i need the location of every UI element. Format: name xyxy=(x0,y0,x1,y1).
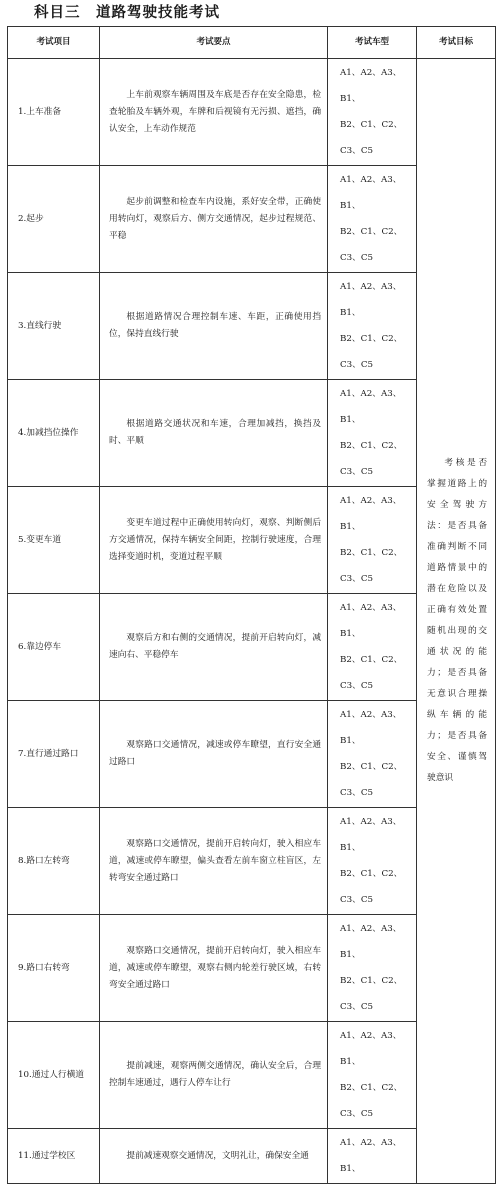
models-line-1: A1、A2、A3、B1、 xyxy=(340,389,402,425)
row-item: 4.加减挡位操作 xyxy=(8,380,100,487)
row-points: 观察后方和右侧的交通情况，提前开启转向灯，减速向右、平稳停车 xyxy=(100,594,328,701)
models-line-1: A1、A2、A3、B1、 xyxy=(340,924,402,960)
models-line-2: B2、C1、C2、C3、C5 xyxy=(340,120,403,156)
row-item: 5.变更车道 xyxy=(8,487,100,594)
row-item: 3.直线行驶 xyxy=(8,273,100,380)
row-item: 2.起步 xyxy=(8,166,100,273)
exam-table xyxy=(7,26,496,1184)
row-points: 根据道路交通状况和车速，合理加减挡，换挡及时、平顺 xyxy=(100,380,328,487)
models-line-2: B2、C1、C2、C3、C5 xyxy=(340,548,403,584)
models-line-1: A1、A2、A3、B1、 xyxy=(340,603,402,639)
header-models: 考试车型 xyxy=(328,27,417,59)
row-item: 9.路口右转弯 xyxy=(8,915,100,1022)
header-target: 考试目标 xyxy=(417,27,496,59)
row-models xyxy=(328,59,417,166)
row-models xyxy=(328,808,417,915)
header-points: 考试要点 xyxy=(100,27,328,59)
header-item: 考试项目 xyxy=(8,27,100,59)
page-title: 科目三 道路驾驶技能考试 xyxy=(34,5,220,21)
row-models xyxy=(328,166,417,273)
models-line-1: A1、A2、A3、B1、 xyxy=(340,1031,402,1067)
row-item: 6.靠边停车 xyxy=(8,594,100,701)
row-points: 变更车道过程中正确使用转向灯，观察、判断侧后方交通情况，保持车辆安全间距，控制行驶速度，合理选择变道时机，变道过程平顺 xyxy=(100,487,328,594)
models-line-2: B2、C1、C2、C3、C5 xyxy=(340,976,403,1012)
row-item: 1.上车准备 xyxy=(8,59,100,166)
row-models xyxy=(328,380,417,487)
models-line-1: A1、A2、A3、B1、 xyxy=(340,175,402,211)
row-points: 观察路口交通情况，提前开启转向灯，驶入相应车道，减速或停车瞭望，偏头查看左前车窗立柱盲区，左转弯安全通过路口 xyxy=(100,808,328,915)
row-points: 根据道路情况合理控制车速、车距，正确使用挡位，保持直线行驶 xyxy=(100,273,328,380)
row-item: 8.路口左转弯 xyxy=(8,808,100,915)
row-points: 起步前调整和检查车内设施，系好安全带，正确使用转向灯，观察后方、侧方交通情况，起步过程规范、平稳 xyxy=(100,166,328,273)
models-line-2: B2、C1、C2、C3、C5 xyxy=(340,762,403,798)
row-models xyxy=(328,273,417,380)
models-line-2: B2、C1、C2、C3、C5 xyxy=(340,869,403,905)
row-models xyxy=(328,594,417,701)
models-line-1: A1、A2、A3、B1、 xyxy=(340,710,402,746)
table-header-row xyxy=(8,27,496,59)
row-points: 提前减速，观察两侧交通情况，确认安全后，合理控制车速通过，遇行人停车让行 xyxy=(100,1022,328,1129)
row-points: 观察路口交通情况，提前开启转向灯，驶入相应车道，减速或停车瞭望，观察右侧内轮差行驶区域，右转弯安全通过路口 xyxy=(100,915,328,1022)
row-points: 上车前观察车辆周围及车底是否存在安全隐患，检查轮胎及车辆外观，车牌和后视镜有无污损、遮挡，确认安全，上车动作规范 xyxy=(100,59,328,166)
models-line-1: A1、A2、A3、B1、 xyxy=(340,1138,402,1174)
models-line-1: A1、A2、A3、B1、 xyxy=(340,68,402,104)
models-line-2: B2、C1、C2、C3、C5 xyxy=(340,655,403,691)
models-line-1: A1、A2、A3、B1、 xyxy=(340,496,402,532)
models-line-1: A1、A2、A3、B1、 xyxy=(340,817,402,853)
row-models xyxy=(328,915,417,1022)
row-item: 7.直行通过路口 xyxy=(8,701,100,808)
row-models xyxy=(328,1129,417,1184)
row-item: 11.通过学校区 xyxy=(8,1129,100,1184)
row-models xyxy=(328,701,417,808)
row-models xyxy=(328,1022,417,1129)
row-points: 提前减速观察交通情况，文明礼让，确保安全通 xyxy=(100,1129,328,1184)
models-line-2: B2、C1、C2、C3、C5 xyxy=(340,227,403,263)
row-models xyxy=(328,487,417,594)
row-points: 观察路口交通情况，减速或停车瞭望，直行安全通过路口 xyxy=(100,701,328,808)
table-row xyxy=(8,59,496,166)
models-line-2: B2、C1、C2、C3、C5 xyxy=(340,1083,403,1119)
models-line-1: A1、A2、A3、B1、 xyxy=(340,282,402,318)
models-line-2: B2、C1、C2、C3、C5 xyxy=(340,334,403,370)
models-line-2: B2、C1、C2、C3、C5 xyxy=(340,441,403,477)
exam-target: 考核是否掌握道路上的安全驾驶方法：是否具备准确判断不同道路情景中的潜在危险以及正确有效处置随机出现的交通状况的能力；是否具备无意识合理操纵车辆的能力；是否具备安全、谨慎驾驶意识 xyxy=(417,59,496,1184)
row-item: 10.通过人行横道 xyxy=(8,1022,100,1129)
